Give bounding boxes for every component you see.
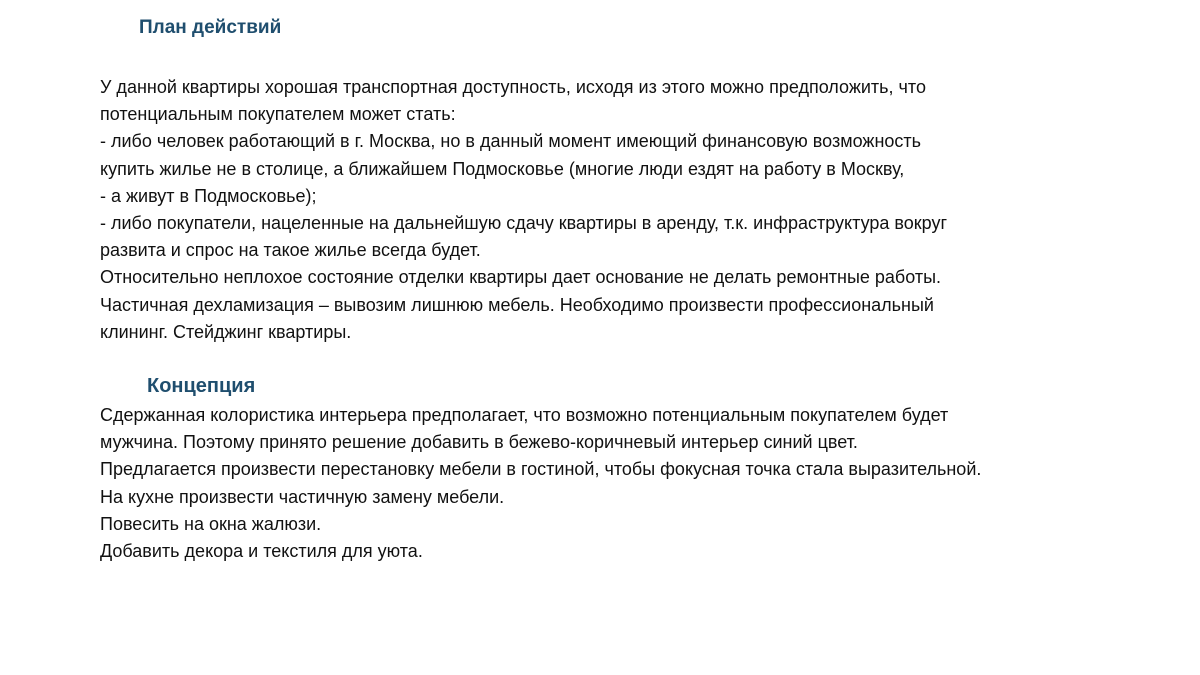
concept-body: [100, 402, 981, 565]
concept-heading: Концепция: [147, 375, 256, 397]
concept-line: Добавить декора и текстиля для уюта.: [100, 540, 423, 561]
plan-body: [100, 74, 947, 346]
concept-line: Сдержанная колористика интерьера предполагает, что возможно потенциальным покупателем будет: [100, 405, 949, 425]
plan-line: Частичная дехламизация – вывозим лишнюю мебель. Необходимо произвести профессиональный: [100, 294, 934, 315]
plan-line: развита и спрос на такое жилье всегда будет.: [100, 240, 481, 261]
plan-line: клининг. Стейджинг квартиры.: [100, 321, 352, 342]
plan-line: - либо покупатели, нацеленные на дальнейшую сдачу квартиры в аренду, т.к. инфраструктура вокруг: [100, 212, 948, 233]
concept-line: На кухне произвести частичную замену мебели.: [100, 486, 505, 507]
plan-line: потенциальным покупателем может стать:: [100, 104, 456, 125]
plan-line: - а живут в Подмосковье);: [100, 185, 317, 206]
plan-line: Относительно неплохое состояние отделки квартиры дает основание не делать ремонтные работы.: [100, 267, 942, 288]
plan-line: - либо человек работающий в г. Москва, но в данный момент имеющий финансовую возможность: [100, 131, 922, 152]
plan-line: У данной квартиры хорошая транспортная доступность, исходя из этого можно предположить, что: [100, 77, 926, 97]
concept-line: Предлагается произвести перестановку мебели в гостиной, чтобы фокусная точка стала выразительной.: [100, 459, 982, 480]
concept-line: Повесить на окна жалюзи.: [100, 513, 322, 534]
plan-heading: План действий: [139, 17, 282, 38]
concept-line: мужчина. Поэтому принято решение добавить в бежево-коричневый интерьер синий цвет.: [100, 432, 858, 453]
plan-line: купить жилье не в столице, а ближайшем Подмосковье (многие люди ездят на работу в Москву,: [100, 158, 905, 179]
